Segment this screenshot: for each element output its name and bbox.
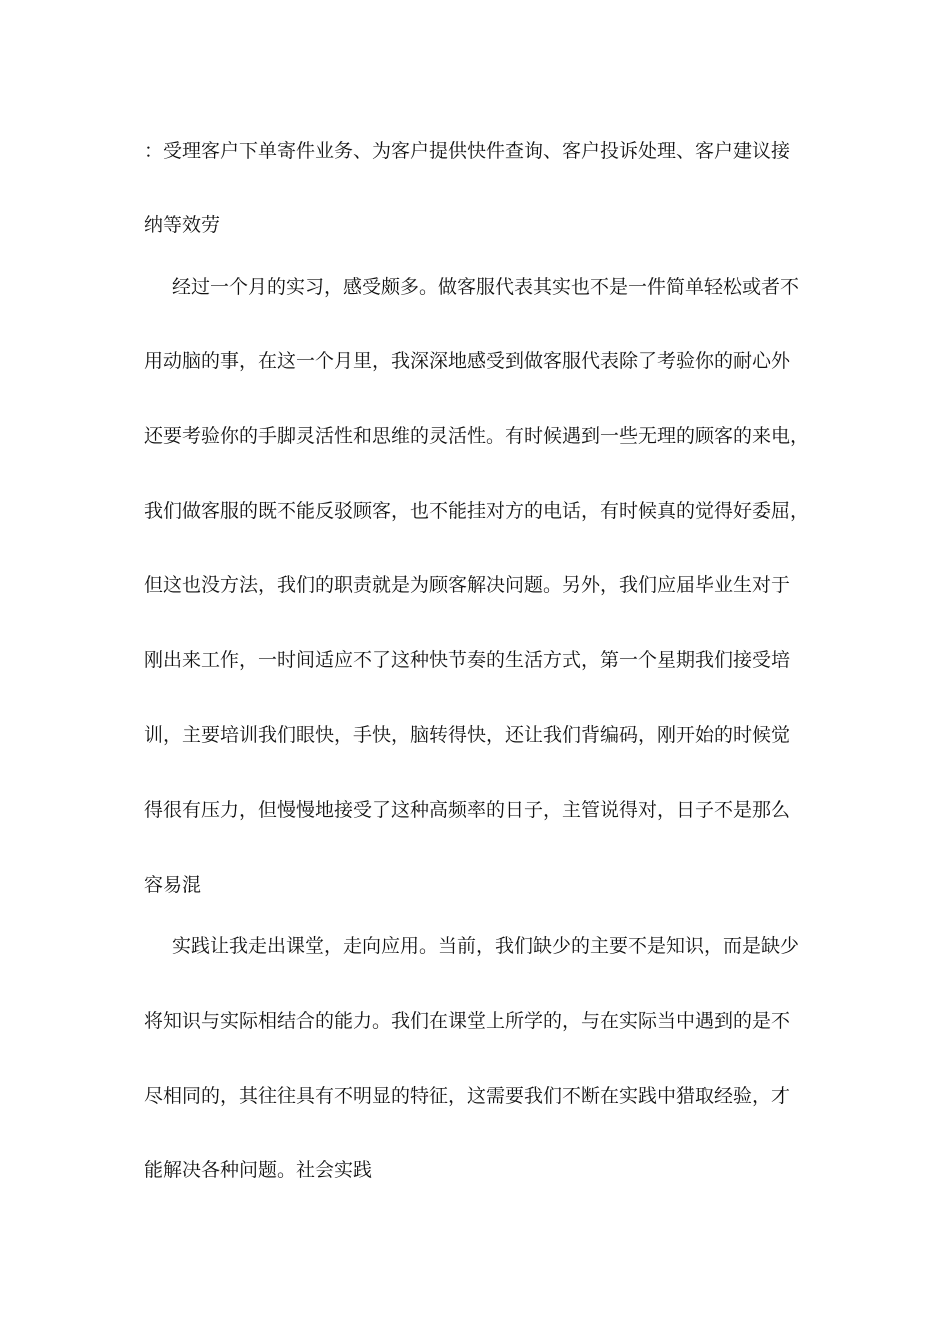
paragraph-start-line: 经过一个月的实习，感受颇多。做客服代表其实也不是一件简单轻松或者不 (172, 276, 800, 298)
text-line-1: ：受理客户下单寄件业务、为客户提供快件查询、客户投诉处理、客户建议接 (144, 140, 791, 162)
text-line-4: 用动脑的事，在这一个月里，我深深地感受到做客服代表除了考验你的耐心外 (144, 350, 791, 372)
text-line-15: 能解决各种问题。社会实践 (144, 1159, 373, 1181)
text-line-9: 训，主要培训我们眼快，手快，脑转得快，还让我们背编码，刚开始的时候觉 (144, 724, 791, 746)
text-line-7: 但这也没方法，我们的职责就是为顾客解决问题。另外，我们应届毕业生对于 (144, 574, 791, 596)
text-line-6: 我们做客服的既不能反驳顾客，也不能挂对方的电话，有时候真的觉得好委屈， (144, 500, 810, 522)
paragraph-start-line: 实践让我走出课堂，走向应用。当前，我们缺少的主要不是知识，而是缺少 (172, 935, 800, 957)
text-line-5: 还要考验你的手脚灵活性和思维的灵活性。有时候遇到一些无理的顾客的来电， (144, 425, 810, 447)
text-line-13: 将知识与实际相结合的能力。我们在课堂上所学的，与在实际当中遇到的是不 (144, 1010, 791, 1032)
text-line-8: 刚出来工作，一时间适应不了这种快节奏的生活方式，第一个星期我们接受培 (144, 649, 791, 671)
text-line-2: 纳等效劳 (144, 214, 221, 236)
text-line-11: 容易混 (144, 874, 202, 896)
text-line-10: 得很有压力，但慢慢地接受了这种高频率的日子，主管说得对，日子不是那么 (144, 799, 791, 821)
text-line-14: 尽相同的，其往往具有不明显的特征，这需要我们不断在实践中猎取经验，才 (144, 1085, 791, 1107)
